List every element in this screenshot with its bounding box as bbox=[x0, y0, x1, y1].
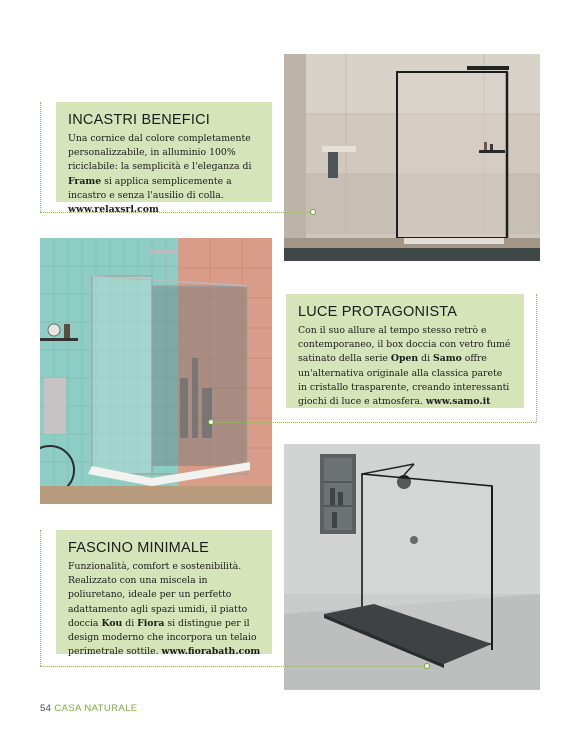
text-run: offre un'alternativa originale alla classica parete in cristallo trasparente, creando interessanti giochi di luce e atmosfera. bbox=[298, 353, 510, 408]
connector-dot-1 bbox=[310, 209, 316, 215]
text-run: Una cornice dal colore completamente personalizzabile, in alluminio 100% riciclabile: la semplicità e l'eleganza di bbox=[68, 133, 252, 173]
connector-line-2b bbox=[212, 422, 536, 423]
bold-text-run: www.fiorabath.com bbox=[161, 646, 261, 658]
bold-text-run: Fiora bbox=[137, 617, 165, 629]
photo-shower-tray bbox=[284, 444, 540, 690]
page-footer bbox=[40, 703, 138, 714]
bold-text-run: Frame bbox=[68, 175, 102, 187]
connector-line-3 bbox=[40, 530, 41, 666]
text-run: Con il suo allure al tempo stesso retrò e contemporaneo, il box doccia con vetro fumé satinato della serie bbox=[298, 325, 511, 365]
bold-text-run: Kou bbox=[101, 617, 123, 629]
connector-line-1 bbox=[40, 102, 41, 212]
bold-text-run: www.relaxsrl.com bbox=[68, 204, 159, 216]
magazine-name: CASA NATURALE bbox=[54, 703, 138, 714]
bold-text-run: Samo bbox=[433, 353, 462, 365]
caption-title: LUCE PROTAGONISTA bbox=[298, 304, 458, 320]
text-run: si applica semplicemente a incastro e senza l'ausilio di colla. bbox=[68, 175, 232, 201]
page-number: 54 bbox=[40, 703, 52, 714]
connector-dot-2 bbox=[208, 419, 214, 425]
caption-title: INCASTRI BENEFICI bbox=[68, 112, 210, 128]
bold-text-run: www.samo.it bbox=[425, 396, 491, 408]
caption-box-fascino bbox=[56, 530, 272, 658]
caption-box-luce bbox=[286, 294, 524, 408]
connector-line-2 bbox=[536, 294, 537, 422]
connector-dot-3 bbox=[424, 663, 430, 669]
caption-text bbox=[68, 132, 262, 217]
text-run: di bbox=[122, 617, 138, 629]
photo-shower-open bbox=[40, 238, 272, 504]
photo-shower-frame bbox=[284, 54, 540, 261]
caption-title: FASCINO MINIMALE bbox=[68, 540, 209, 556]
caption-text bbox=[68, 560, 262, 659]
text-run: di bbox=[418, 353, 434, 365]
connector-line-3b bbox=[40, 666, 428, 667]
text-run: si distingue per il design moderno che incorpora un telaio perimetrale sottile. bbox=[68, 617, 257, 658]
caption-box-incastri bbox=[56, 102, 272, 216]
text-run: Funzionalità, comfort e sostenibilità. Realizzato con una miscela in poliuretano, ideale per un perfetto adattamento agli spazi umidi, il piatto doccia bbox=[68, 561, 248, 629]
caption-text bbox=[298, 324, 514, 409]
bold-text-run: Open bbox=[390, 353, 419, 365]
